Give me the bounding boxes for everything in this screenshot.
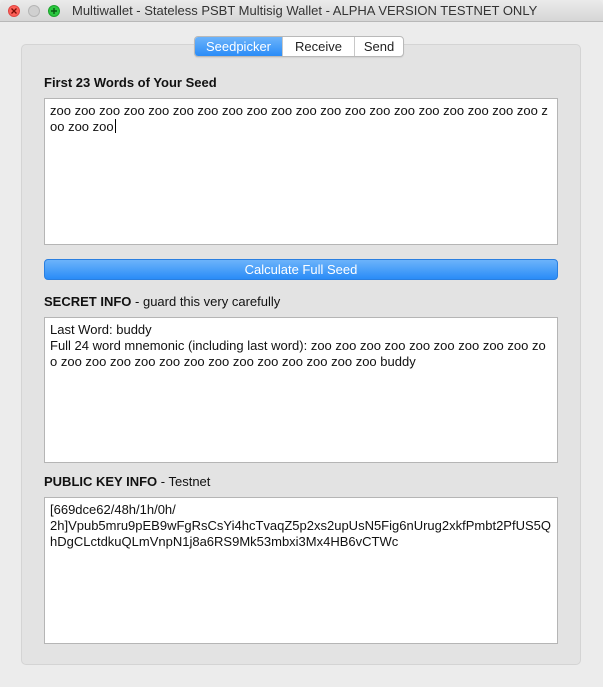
window-title: Multiwallet - Stateless PSBT Multisig Wallet - ALPHA VERSION TESTNET ONLY [72, 3, 538, 18]
last-word-line: Last Word: buddy [50, 322, 152, 337]
secret-info-output[interactable] [44, 317, 558, 463]
minimize-window-button[interactable] [28, 5, 40, 17]
seed-heading [44, 75, 217, 90]
calculate-full-seed-button[interactable]: Calculate Full Seed [44, 259, 558, 280]
secret-info-heading-bold: SECRET INFO [44, 294, 132, 309]
text-caret [115, 119, 116, 133]
seed-heading-text: First 23 Words of Your Seed [44, 75, 217, 90]
public-key-heading-note: - Testnet [157, 474, 211, 489]
tab-send[interactable]: Send [354, 37, 403, 56]
xpub-line: 2h]Vpub5mru9pEB9wFgRsCsYi4hcTvaqZ5p2xs2upUsN5Fig6nUrug2xkfPmbt2PfUS5QhDgCLctdkuQLmVnpN1j8a6RS9Mk53mbxi3Mx4HB6vCTWc [50, 518, 551, 549]
seed-words-value: zoo zoo zoo zoo zoo zoo zoo zoo zoo zoo zoo zoo zoo zoo zoo zoo zoo zoo zoo zoo zoo zoo zoo [50, 103, 548, 134]
title-bar [0, 0, 603, 22]
secret-info-heading [44, 294, 280, 309]
tab-bar [194, 36, 404, 57]
seed-words-input[interactable] [44, 98, 558, 245]
public-key-heading-bold: PUBLIC KEY INFO [44, 474, 158, 489]
derivation-path-line: [669dce62/48h/1h/0h/ [50, 502, 176, 517]
public-key-heading [44, 474, 210, 489]
close-icon [10, 7, 18, 15]
tab-receive[interactable]: Receive [282, 37, 354, 56]
secret-info-heading-note: - guard this very carefully [131, 294, 281, 309]
zoom-window-button[interactable] [48, 5, 60, 17]
public-key-output[interactable] [44, 497, 558, 644]
mnemonic-line: Full 24 word mnemonic (including last word): zoo zoo zoo zoo zoo zoo zoo zoo zoo zoo zoo zoo zoo zoo zoo zoo zoo zoo zoo zoo zoo zoo zoo buddy [50, 338, 546, 369]
plus-icon [50, 7, 58, 15]
tab-seedpicker[interactable]: Seedpicker [195, 37, 282, 56]
close-window-button[interactable] [8, 5, 20, 17]
